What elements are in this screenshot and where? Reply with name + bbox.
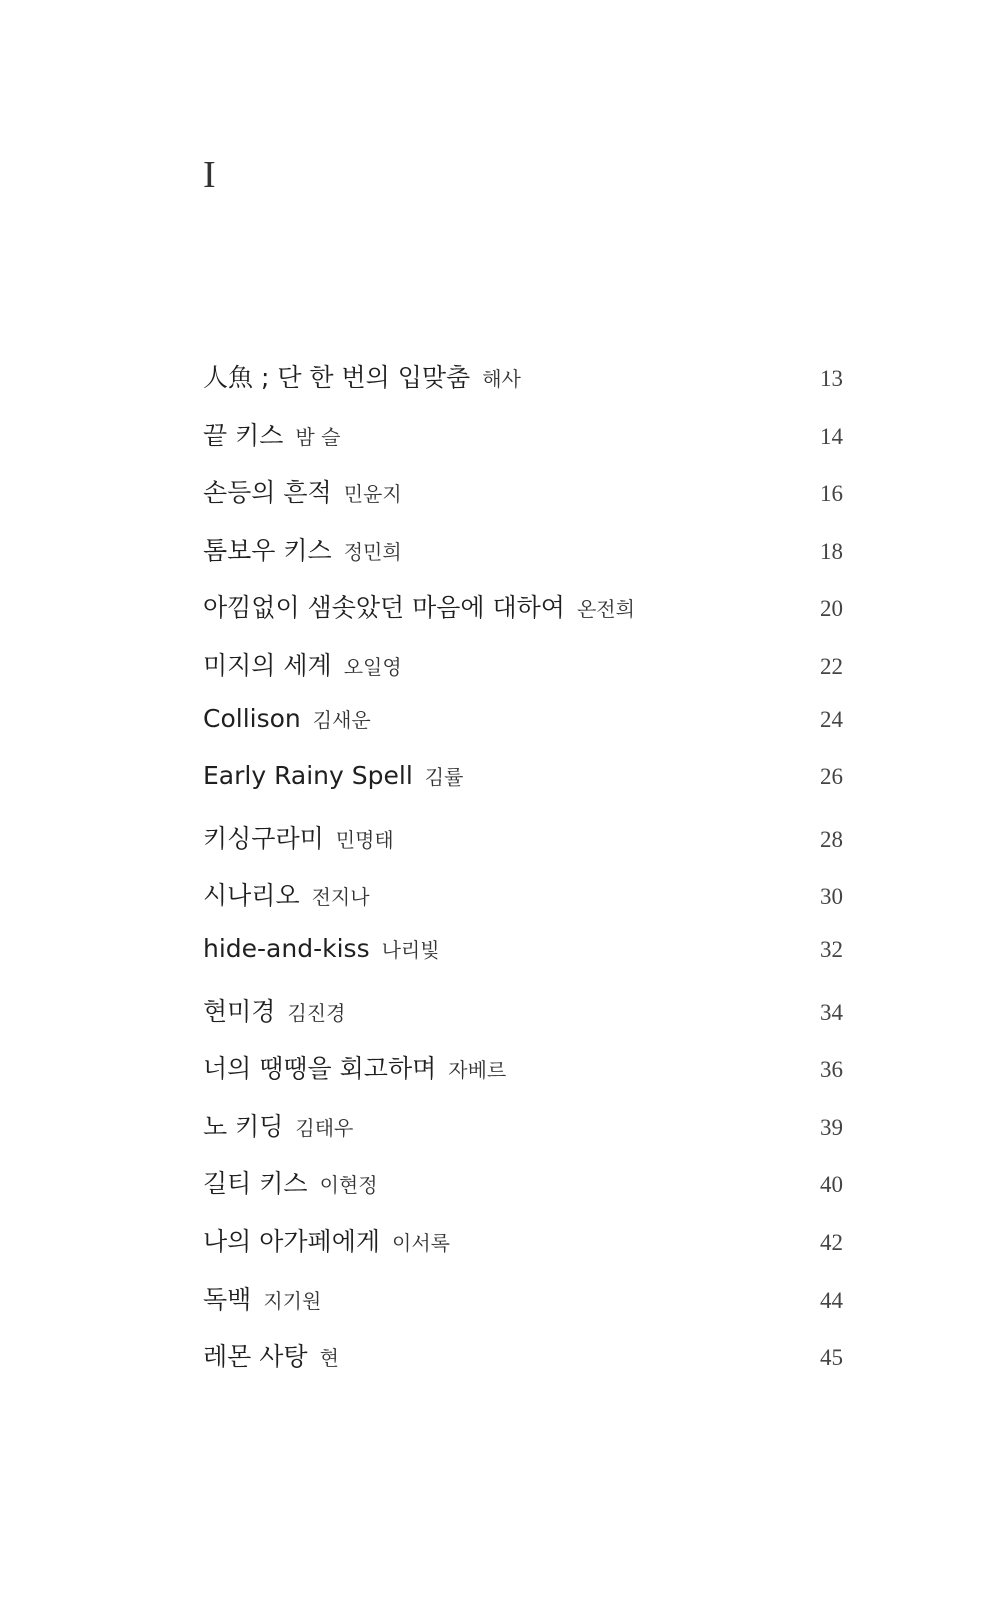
entry-title: 독백	[203, 1284, 252, 1314]
entry-page-number: 20	[820, 596, 843, 622]
entry-page-number: 32	[820, 936, 843, 962]
entry-page-number: 34	[820, 999, 843, 1025]
section-numeral: I	[203, 154, 216, 196]
entry-page-number: 24	[820, 706, 843, 732]
entry-page-number: 26	[820, 764, 843, 790]
entry-author: 민명태	[335, 827, 394, 852]
entry-title: 시나리오	[203, 881, 300, 911]
entry-title: hide-and-kiss	[203, 933, 370, 963]
toc-entry[interactable]	[203, 646, 843, 704]
toc-entry[interactable]	[203, 1280, 843, 1338]
entry-page-number: 28	[820, 826, 843, 852]
toc-entry[interactable]	[203, 1222, 843, 1280]
entry-author: 나리빛	[381, 937, 440, 962]
toc-entry[interactable]	[203, 1107, 843, 1165]
entry-author: 김새운	[312, 707, 371, 732]
toc-entry[interactable]	[203, 819, 843, 877]
toc-entry[interactable]	[203, 876, 843, 934]
entry-author: 오일영	[343, 654, 402, 679]
entry-author: 자베르	[448, 1058, 507, 1083]
entry-page-number: 13	[820, 366, 843, 391]
toc-entry[interactable]	[203, 1049, 843, 1107]
toc-entry[interactable]	[203, 934, 843, 992]
entry-page-number: 44	[820, 1287, 843, 1313]
entry-title: 손등의 흔적	[203, 478, 332, 508]
entry-page-number: 30	[820, 884, 843, 910]
toc-entry[interactable]	[203, 1164, 843, 1222]
entry-title: 톰보우 키스	[203, 535, 332, 565]
entry-author: 김태우	[295, 1115, 354, 1140]
toc-entry[interactable]	[203, 1337, 843, 1395]
entry-title: 끝 키스	[203, 420, 284, 450]
entry-title: 레몬 사탕	[203, 1342, 308, 1372]
entry-author: 이현정	[319, 1173, 378, 1198]
entry-title: 미지의 세계	[203, 650, 332, 680]
entry-author: 현	[319, 1346, 339, 1371]
entry-page-number: 36	[820, 1057, 843, 1083]
entry-author: 밤 슬	[295, 424, 341, 449]
entry-title: Collison	[203, 703, 301, 733]
entry-title: Early Rainy Spell	[203, 761, 413, 791]
toc-entry[interactable]	[203, 358, 843, 416]
entry-title: 키싱구라미	[203, 823, 324, 853]
entry-page-number: 18	[820, 538, 843, 564]
toc-entry[interactable]	[203, 473, 843, 531]
entry-page-number: 40	[820, 1172, 843, 1198]
entry-page-number: 45	[820, 1345, 843, 1371]
entry-title: 노 키딩	[203, 1111, 284, 1141]
entry-author: 이서록	[392, 1230, 450, 1255]
entry-title: 나의 아가페에게	[203, 1226, 380, 1256]
entry-author: 김률	[424, 765, 464, 790]
entry-author: 지기원	[263, 1288, 322, 1313]
entry-page-number: 16	[820, 481, 843, 507]
entry-author: 민윤지	[343, 482, 402, 507]
entry-author: 정민희	[343, 539, 402, 564]
toc-entry[interactable]	[203, 531, 843, 589]
entry-page-number: 39	[820, 1114, 843, 1140]
entry-title: 人魚 ; 단 한 번의 입맞춤	[203, 363, 471, 392]
entry-page-number: 42	[820, 1229, 843, 1255]
toc-entry[interactable]	[203, 416, 843, 474]
toc-entry[interactable]	[203, 704, 843, 762]
toc-entry[interactable]	[203, 992, 843, 1050]
entry-author: 온전희	[576, 597, 635, 622]
toc-entry[interactable]	[203, 761, 843, 819]
entry-title: 너의 땡땡을 회고하며	[203, 1054, 437, 1084]
entry-author: 김진경	[287, 1000, 346, 1025]
entry-page-number: 22	[820, 653, 843, 679]
entry-title: 아낌없이 샘솟았던 마음에 대하여	[203, 593, 565, 623]
table-of-contents	[203, 358, 843, 1395]
entry-page-number: 14	[820, 423, 843, 449]
entry-author: 해사	[482, 367, 521, 391]
entry-title: 현미경	[203, 996, 276, 1026]
entry-title: 길티 키스	[203, 1169, 308, 1199]
entry-author: 전지나	[311, 885, 370, 910]
toc-entry[interactable]	[203, 588, 843, 646]
